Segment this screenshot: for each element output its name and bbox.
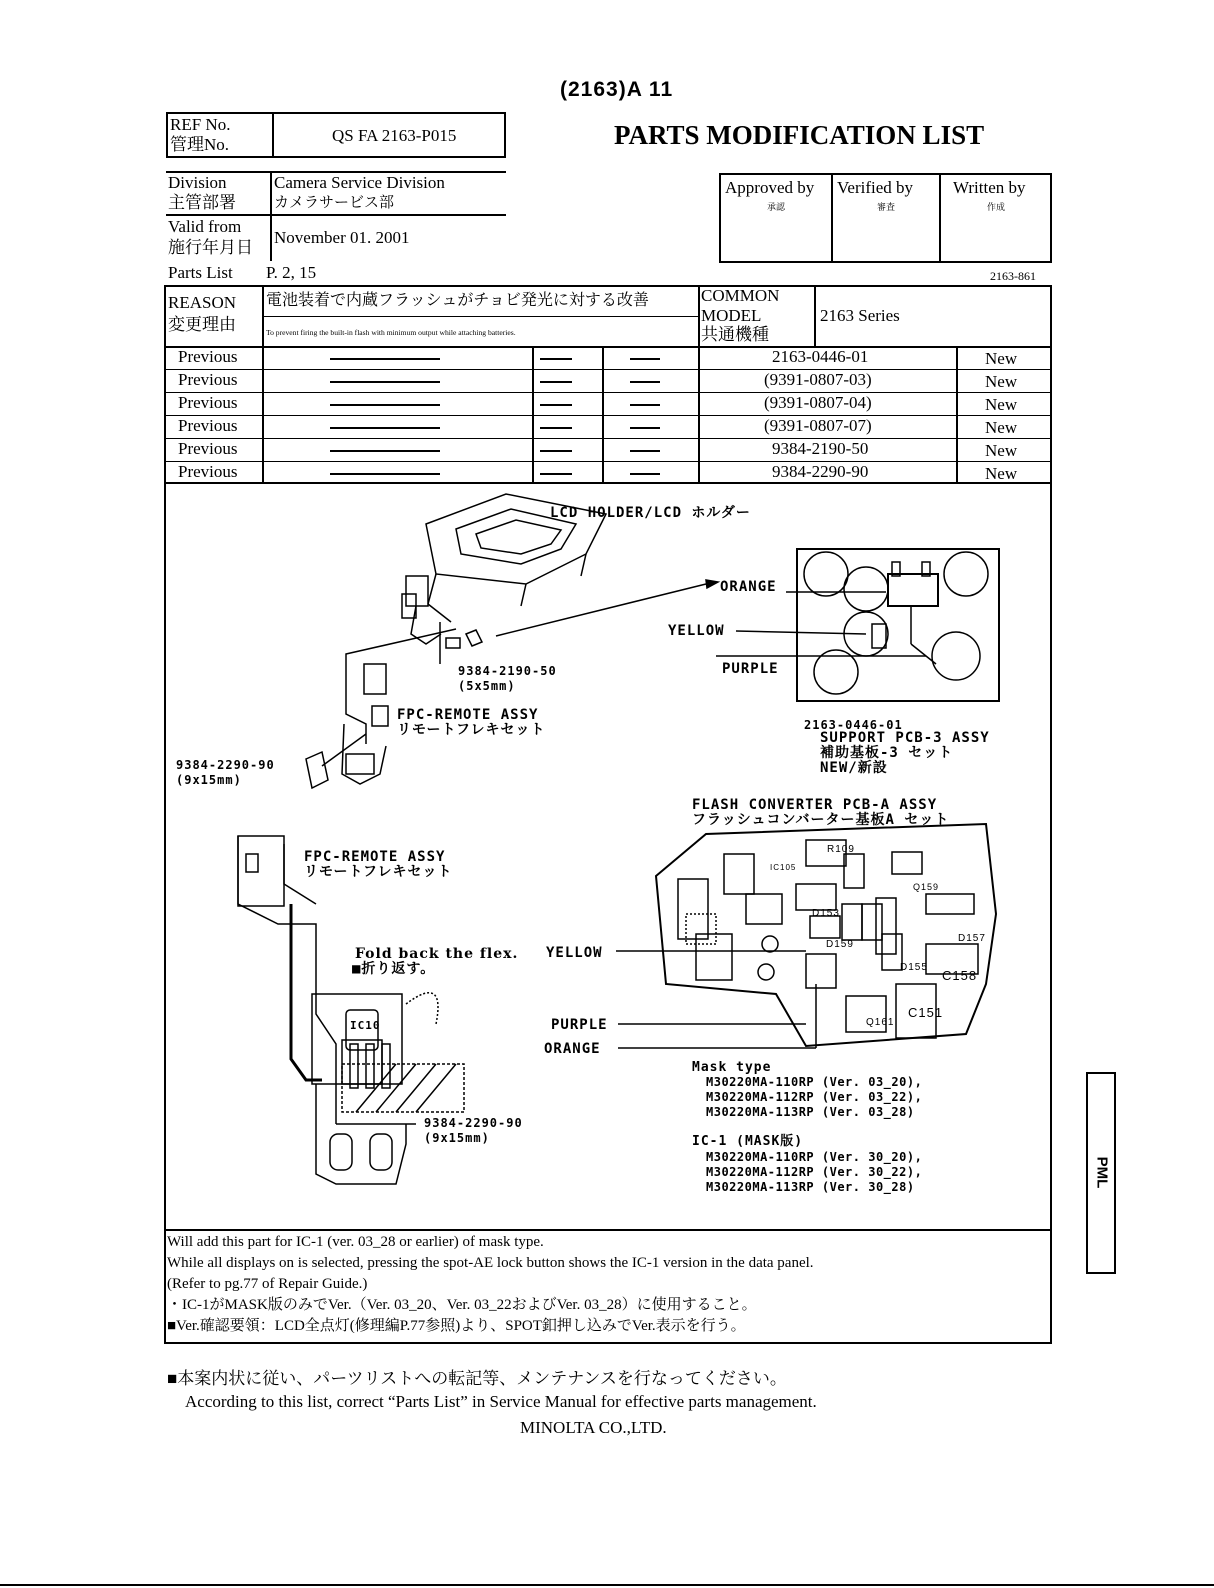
footer-en: According to this list, correct “Parts List” in Service Manual for effective parts management. [185,1392,817,1411]
division-label-en: Division [168,173,227,192]
mask-type-line: M30220MA-112RP (Ver. 03_22), [706,1090,923,1104]
fpc-remote-jp-bottom: リモートフレキセット [304,864,453,880]
ref-label-jp: 管理No. [170,135,230,154]
approved-by-jp: 承認 [767,202,786,212]
support-pcb-number: 2163-0446-01 [804,718,903,732]
division-block [166,171,506,261]
mask-type-title: Mask type [692,1060,772,1075]
division-value-en: Camera Service Division [274,173,445,192]
common-model-label-1: COMMON [701,286,780,305]
row-label: Previous [178,370,238,389]
component-d159: D159 [826,939,854,950]
support-pcb-label: SUPPORT PCB-3 ASSY [820,730,990,746]
component-d157: D157 [958,933,986,944]
common-model-label-jp: 共通機種 [701,325,769,344]
note-line: (Refer to pg.77 of Repair Guide.) [167,1276,368,1292]
fpc-remote-jp-top: リモートフレキセット [397,722,546,738]
part-2290-size-top: (9x15mm) [176,773,242,787]
component-r109: R109 [827,844,855,855]
common-model-value: 2163 Series [820,306,900,325]
component-q159: Q159 [913,882,940,892]
verified-by-label: Verified by [837,178,914,197]
valid-from-label-en: Valid from [168,217,242,236]
row-new-part: 2163-0446-01 [772,347,869,366]
approval-box [719,173,1052,263]
row-label: Previous [178,393,238,412]
footer-company: MINOLTA CO.,LTD. [520,1418,667,1437]
note-line: ・IC-1がMASK版のみでVer.（Ver. 03_20、Ver. 03_22およびVer. 03_28）に使用すること。 [167,1297,757,1313]
verified-by-jp: 審査 [877,202,896,212]
ic10-label: IC10 [350,1019,381,1032]
reason-label-en: REASON [168,293,237,312]
component-ic105: IC105 [770,863,797,872]
approved-by-label: Approved by [725,178,815,197]
bottom-edge-line [0,1584,1214,1586]
page-title: PARTS MODIFICATION LIST [614,120,985,150]
row-status: New [985,395,1018,414]
reason-label-jp: 変更理由 [168,315,236,334]
reason-text-jp: 電池装着で内蔵フラッシュがチョビ発光に対する改善 [266,292,649,309]
part-2290-label-top: 9384-2290-90 [176,758,275,772]
yellow-wire-top-label: YELLOW [668,623,725,639]
row-label: Previous [178,462,238,481]
mask-type-line: M30220MA-113RP (Ver. 03_28) [706,1105,915,1119]
purple-wire-bottom-label: PURPLE [551,1017,608,1033]
row-status: New [985,464,1018,483]
doc-number: 2163-861 [990,269,1036,283]
part-2190-label: 9384-2190-50 [458,664,557,678]
row-status: New [985,418,1018,437]
parts-list-label: Parts List [168,263,233,282]
written-by-label: Written by [953,178,1026,197]
fold-back-jp: ■折り返す。 [352,961,436,977]
side-tab [1086,1072,1116,1274]
row-new-part: (9391-0807-03) [764,370,872,389]
row-label: Previous [178,416,238,435]
ref-value: QS FA 2163-P015 [332,126,457,145]
component-c158: C158 [942,968,978,983]
division-value-jp: カメラサービス部 [274,195,395,211]
ic1-mask-line: M30220MA-112RP (Ver. 30_22), [706,1165,923,1179]
ref-number-box [166,112,506,158]
yellow-wire-bottom-label: YELLOW [546,945,603,961]
fpc-remote-label-top: FPC-REMOTE ASSY [397,707,539,723]
valid-from-label-jp: 施行年月日 [168,238,253,257]
valid-from-value: November 01. 2001 [274,228,410,247]
note-line: While all displays on is selected, pressing the spot-AE lock button shows the IC-1 version in the data panel. [167,1255,814,1271]
page-code: (2163)A 11 [560,78,674,101]
diagram-illustration [166,484,1050,1230]
row-status: New [985,441,1018,460]
row-status: New [985,349,1018,368]
lcd-holder-label: LCD HOLDER/LCD ホルダー [550,505,751,521]
row-new-part: 9384-2190-50 [772,439,869,458]
reason-text-en: To prevent firing the built-in flash with minimum output while attaching batteries. [266,328,516,337]
division-label-jp: 主管部署 [168,193,236,212]
side-tab-label: PML [1093,1156,1111,1189]
parts-list-value: P. 2, 15 [266,263,317,282]
ic1-mask-line: M30220MA-110RP (Ver. 30_20), [706,1150,923,1164]
support-pcb-jp: 補助基板-3 セット [820,745,954,761]
fold-back-label: Fold back the flex. [355,946,519,962]
row-label: Previous [178,347,238,366]
component-q161: Q161 [866,1017,895,1028]
orange-wire-bottom-label: ORANGE [544,1041,601,1057]
row-new-part: 9384-2290-90 [772,462,869,481]
orange-wire-top-label: ORANGE [720,579,777,595]
part-2290-size-bottom: (9x15mm) [424,1131,490,1145]
ic1-mask-title: IC-1 (MASK版) [692,1134,804,1149]
flash-converter-jp: フラッシュコンバーター基板A セット [692,812,950,828]
row-new-part: (9391-0807-04) [764,393,872,412]
component-c151: C151 [908,1005,944,1020]
purple-wire-top-label: PURPLE [722,661,779,677]
footer-jp: ■本案内状に従い、パーツリストへの転記等、メンテナンスを行なってください。 [167,1369,787,1388]
ref-label-en: REF No. [170,115,231,134]
common-model-label-2: MODEL [701,306,762,325]
part-2190-size: (5x5mm) [458,679,516,693]
note-line: Will add this part for IC-1 (ver. 03_28 or earlier) of mask type. [167,1234,544,1250]
flash-converter-label: FLASH CONVERTER PCB-A ASSY [692,797,938,813]
support-pcb-new: NEW/新設 [820,760,888,776]
written-by-jp: 作成 [987,202,1006,212]
row-label: Previous [178,439,238,458]
ic1-mask-line: M30220MA-113RP (Ver. 30_28) [706,1180,915,1194]
part-2290-label-bottom: 9384-2290-90 [424,1116,523,1130]
mask-type-line: M30220MA-110RP (Ver. 03_20), [706,1075,923,1089]
component-d155: D155 [900,962,928,973]
component-d153: D153 [812,908,840,919]
note-line: ■Ver.確認要領：LCD全点灯(修理編P.77参照)より、SPOT釦押し込みでVer.表示を行う。 [167,1318,746,1334]
row-new-part: (9391-0807-07) [764,416,872,435]
row-status: New [985,372,1018,391]
fpc-remote-label-bottom: FPC-REMOTE ASSY [304,849,446,865]
